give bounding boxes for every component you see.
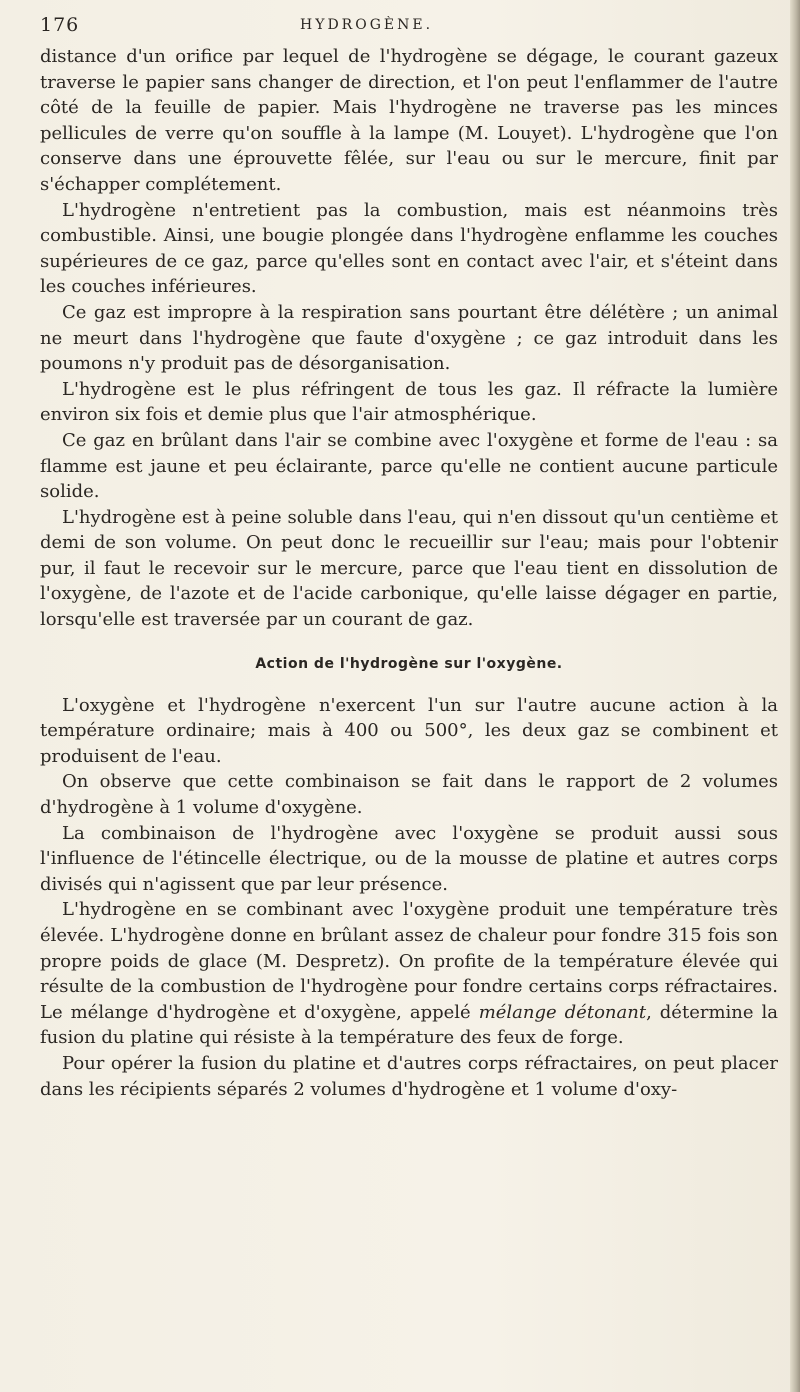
- paragraph: distance d'un orifice par lequel de l'hydrogène se dégage, le courant gazeux traverse le papier sans changer de direction, et l'on peut l'enflammer de l'autre côté de la feuille de papier. Mais l'hydrogène ne traverse pas les minces pellicules de verre qu'on souffle à la lampe (M. Louyet). L'hydrogène que l'on conserve dans une éprouvette fêlée, sur l'eau ou sur le mercure, finit par s'échapper complétement.: [40, 46, 778, 195]
- running-head: HYDROGÈNE.: [300, 17, 434, 33]
- paragraph: On observe que cette combinaison se fait dans le rapport de 2 volumes d'hydrogène à 1 volume d'oxygène.: [40, 771, 778, 819]
- paragraph: L'hydrogène est le plus réfringent de tous les gaz. Il réfracte la lumière environ six fois et demie plus que l'air atmosphérique.: [40, 378, 778, 426]
- page-number: 176: [40, 14, 80, 36]
- paragraph: Pour opérer la fusion du platine et d'autres corps réfractaires, on peut placer dans les récipients séparés 2 volumes d'hydrogène et 1 volume d'oxy-: [40, 1052, 778, 1100]
- paragraph-text: , détermine la fusion du platine qui résiste à la température des feux de forge.: [40, 1001, 779, 1049]
- italic-term: mélange détonant: [478, 1001, 647, 1023]
- section-heading: Action de l'hydrogène sur l'oxygène.: [255, 655, 563, 672]
- page-header: [40, 14, 780, 42]
- paragraph: La combinaison de l'hydrogène avec l'oxygène se produit aussi sous l'influence de l'étincelle électrique, ou de la mousse de platine et autres corps divisés qui n'agissent que par leur présence.: [40, 822, 778, 895]
- paragraph: L'oxygène et l'hydrogène n'exercent l'un sur l'autre aucune action à la température ordinaire; mais à 400 ou 500°, les deux gaz se combinent et produisent de l'eau.: [40, 694, 778, 767]
- paragraph-text: L'hydrogène en se combinant avec l'oxygène produit une température très élevée. L'hydrogène donne en brûlant assez de chaleur pour fondre 315 fois son propre poids de glace (M. Despretz). On profite de la température élevée qui résulte de la combustion de l'hydrogène pour fondre certains corps réfractaires. Le mélange d'hydrogène et d'oxygène, appelé: [40, 899, 778, 1023]
- paragraph: Ce gaz en brûlant dans l'air se combine avec l'oxygène et forme de l'eau : sa flamme est jaune et peu éclairante, parce qu'elle ne contient aucune particule solide.: [40, 429, 778, 503]
- paragraph: L'hydrogène n'entretient pas la combustion, mais est néanmoins très combustible. Ainsi, une bougie plongée dans l'hydrogène enflamme les couches supérieures de ce gaz, parce qu'elles sont en contact avec l'air, et s'éteint dans les couches inférieures.: [40, 199, 778, 298]
- paragraph: L'hydrogène est à peine soluble dans l'eau, qui n'en dissout qu'un centième et demi de son volume. On peut donc le recueillir sur l'eau; mais pour l'obtenir pur, il faut le recevoir sur le mercure, parce que l'eau tient en dissolution de l'oxygène, de l'azote et de l'acide carbonique, qu'elle laisse dégager en partie, lorsqu'elle est traversée par un courant de gaz.: [40, 506, 778, 631]
- page-edge-shadow: [790, 0, 800, 1392]
- paragraph: Ce gaz est impropre à la respiration sans pourtant être délétère ; un animal ne meurt dans l'hydrogène que faute d'oxygène ; ce gaz introduit dans les poumons n'y produit pas de désorganisation.: [40, 301, 778, 375]
- paragraph: [40, 897, 778, 1051]
- body-text: [40, 44, 778, 1102]
